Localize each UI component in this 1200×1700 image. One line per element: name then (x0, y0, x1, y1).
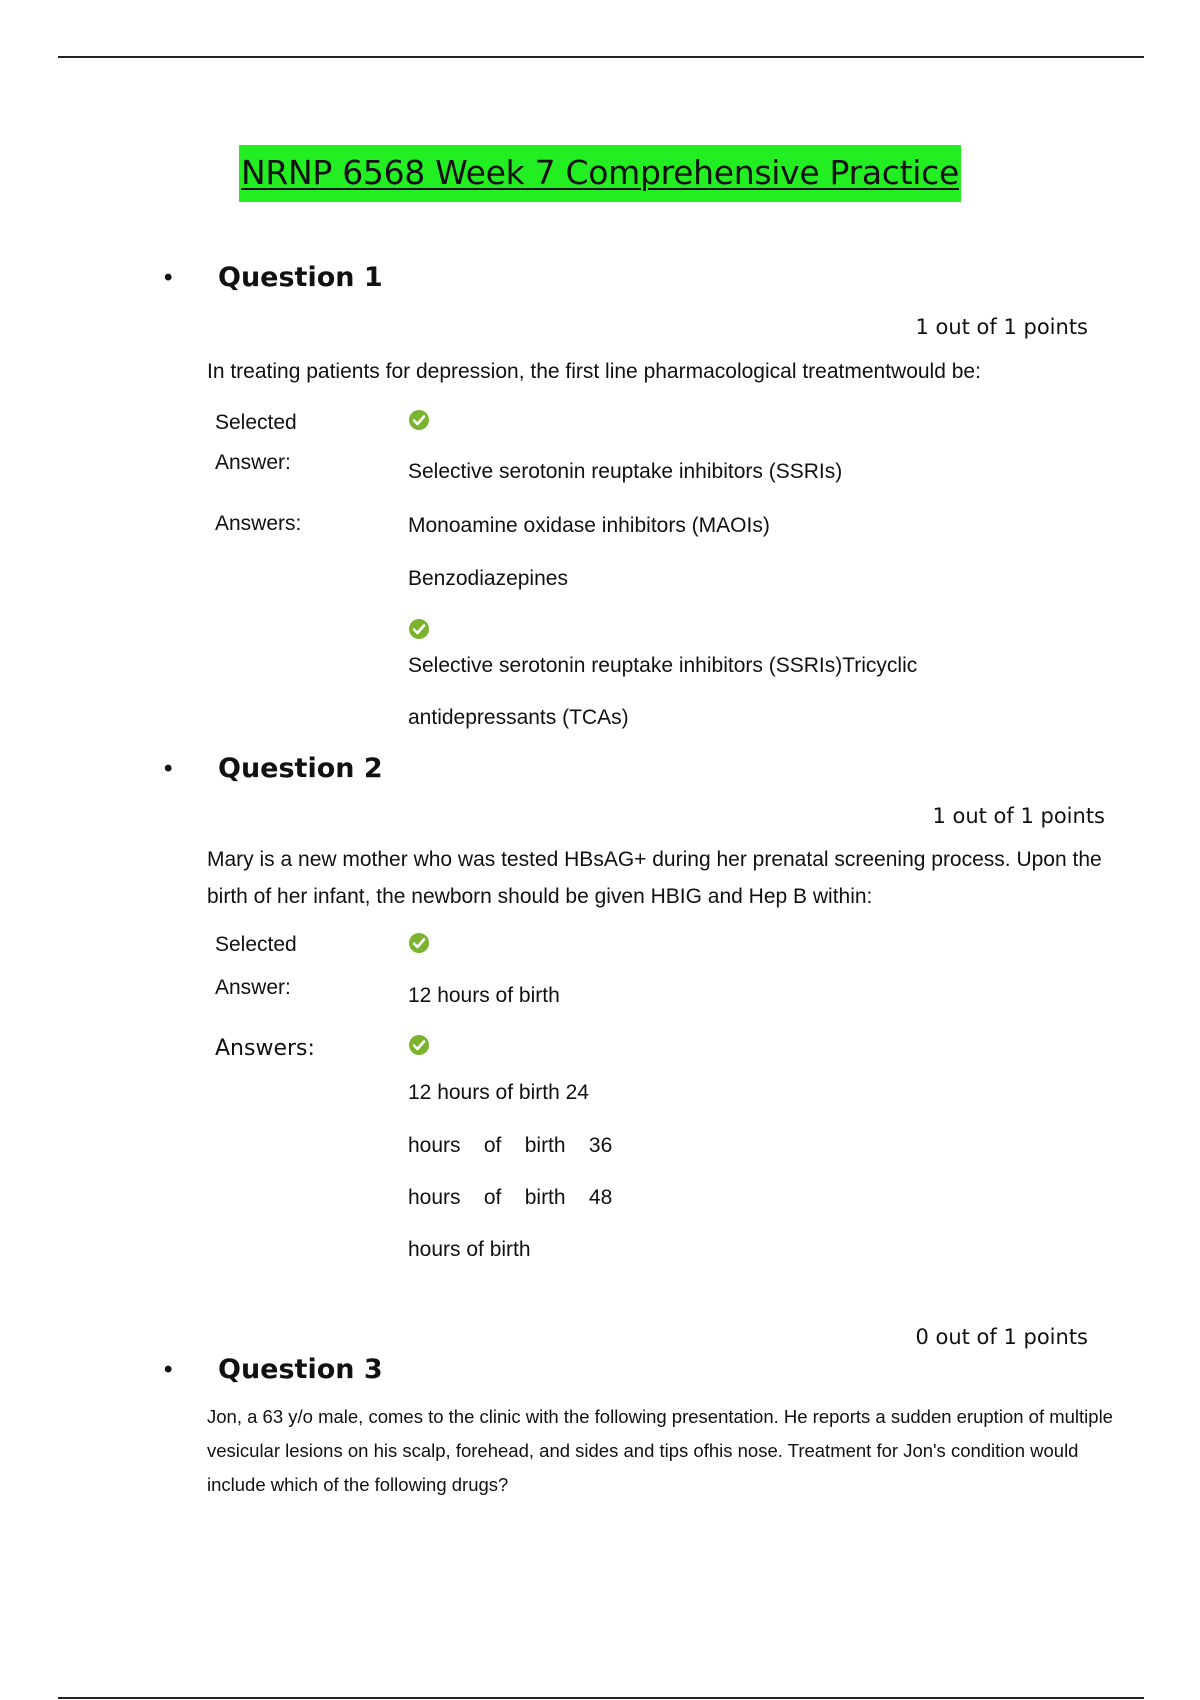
question-2-answer-3: hours of birth 48 (408, 1186, 613, 1209)
question-1-text: In treating patients for depression, the first line pharmacological treatmentwould be: (207, 360, 981, 383)
question-1-answer-1: Monoamine oxidase inhibitors (MAOIs) (408, 514, 770, 537)
question-1-points: 1 out of 1 points (915, 315, 1088, 339)
question-2-answer-2: hours of birth 36 (408, 1134, 613, 1157)
document-title: NRNP 6568 Week 7 Comprehensive Practice (239, 145, 961, 202)
question-3-text: Jon, a 63 y/o male, comes to the clinic with the following presentation. He reports a sudden eruption of multiple vesicular lesions on his scalp, forehead, and sides and tips ofhis nose. Treatment for Jon's condition would include which of the following drugs? (207, 1406, 1113, 1495)
question-2-points: 1 out of 1 points (932, 804, 1105, 828)
check-circle-icon (408, 932, 430, 954)
question-1-answer-4: antidepressants (TCAs) (408, 706, 629, 729)
question-2-text: Mary is a new mother who was tested HBsAG+ during her prenatal screening process. Upon the birth of her infant, the newborn should be given HBIG and Hep B within: (207, 848, 1102, 908)
question-2-answer-4: hours of birth (408, 1238, 531, 1261)
selected-label: Selected (215, 933, 297, 956)
bottom-rule (58, 1697, 1144, 1699)
question-3-points: 0 out of 1 points (915, 1325, 1088, 1349)
answers-label: Answers: (215, 1036, 315, 1061)
question-1-selected-answer: Selective serotonin reuptake inhibitors (SSRIs) (408, 460, 843, 483)
check-circle-icon (408, 409, 430, 431)
question-2-selected-answer: 12 hours of birth (408, 984, 560, 1007)
question-3-heading: Question 3 (218, 1354, 383, 1385)
check-circle-icon (408, 1034, 430, 1056)
question-2-answer-1: 12 hours of birth 24 (408, 1081, 589, 1104)
question-1-answer-2: Benzodiazepines (408, 567, 568, 590)
top-rule (58, 56, 1144, 58)
answer-label: Answer: (215, 451, 291, 474)
document-title-wrapper (0, 145, 1200, 202)
question-1-answer-3: Selective serotonin reuptake inhibitors (SSRIs)Tricyclic (408, 654, 918, 677)
question-1-heading: Question 1 (218, 262, 383, 293)
bullet: • (164, 264, 173, 291)
question-2-heading: Question 2 (218, 753, 383, 784)
answers-label: Answers: (215, 512, 302, 535)
bullet: • (164, 755, 173, 782)
selected-label: Selected (215, 411, 297, 434)
answer-label: Answer: (215, 976, 291, 999)
check-circle-icon (408, 618, 430, 640)
bullet: • (164, 1356, 173, 1383)
